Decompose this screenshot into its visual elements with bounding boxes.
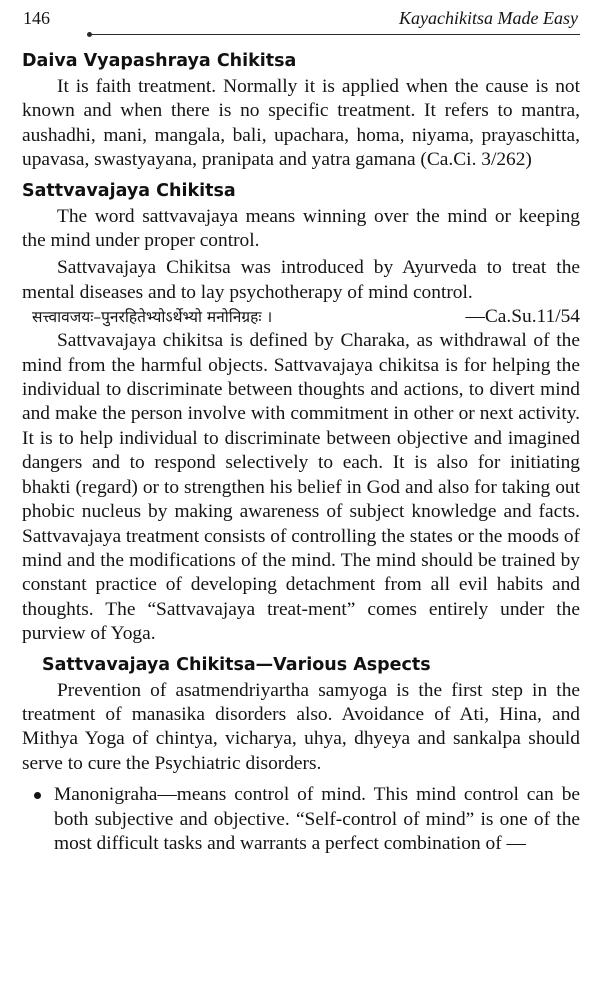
list-item bbox=[22, 783, 580, 856]
book-title: Kayachikitsa Made Easy bbox=[399, 8, 578, 28]
page-number: 146 bbox=[23, 8, 50, 28]
running-header bbox=[23, 8, 578, 30]
paragraph-aspects: Prevention of asatmendriyartha samyoga is the first step in the treatment of manasika disorders also. Avoidance of Ati, Hina, and Mithya Yoga of chintya, vicharya, uhya, dhyeya and sankalpa should serve to cure the Psychiatric disorders. bbox=[22, 679, 580, 774]
verse-reference: —Ca.Su.11/54 bbox=[465, 306, 580, 328]
paragraph-sattva-explanation: Sattvavajaya chikitsa is defined by Charaka, as withdrawal of the mind from the harmful objects. Sattvavajaya chikitsa is for helping the individual to discriminate between thoughts and actions, to divert mind and make the person involve with commitment in other or next activity. It is to help individual to discriminate between objective and imagined dangers and to respond selectively to each. It is also for initiating bhakti (regard) or to strengthen his belief in God and also for taking out phobic nucleus by making awareness of subject knowledge and facts. Sattvavajaya treatment consists of controlling the states or the moods of mind and the modifications of the mind. The mind should be trained by constant practice of developing detachment from all evil habits and thoughts. The “Sattvavajaya treat-ment” comes entirely under the purview of Yoga. bbox=[22, 330, 580, 645]
sanskrit-text: सत्त्वावजयः–पुनरहितेभ्योऽर्थेभ्यो मनोनिग्रहः । bbox=[32, 308, 273, 327]
section-heading-daiva: Daiva Vyapashraya Chikitsa bbox=[22, 51, 297, 71]
section-heading-sattvavajaya: Sattvavajaya Chikitsa bbox=[22, 180, 236, 201]
paragraph-sattva-definition: The word sattvavajaya means winning over the mind or keeping the mind under proper control. bbox=[22, 205, 580, 252]
bullet-text-manonigraha: Manonigraha—means control of mind. This mind control can be both subjective and objective. “Self-control of mind” is one of the most difficult tasks and warrants a perfect combination of — bbox=[54, 784, 580, 854]
paragraph-daiva: It is faith treatment. Normally it is applied when the cause is not known and when there is no specific treatment. It refers to mantra, aushadhi, mani, mangala, bali, upachara, homa, niyama, prayaschitta, upavasa, swastyayana, pranipata and yatra gamana (Ca.Ci. 3/262) bbox=[22, 76, 580, 171]
paragraph-sattva-intro: Sattvavajaya Chikitsa was introduced by Ayurveda to treat the mental diseases and to lay psychotherapy of mind control. bbox=[22, 257, 580, 303]
subsection-heading-aspects: Sattvavajaya Chikitsa—Various Aspects bbox=[42, 654, 431, 675]
header-rule bbox=[90, 34, 580, 35]
sanskrit-verse bbox=[32, 305, 580, 329]
page-body bbox=[22, 50, 580, 856]
bullet-icon bbox=[34, 792, 41, 799]
